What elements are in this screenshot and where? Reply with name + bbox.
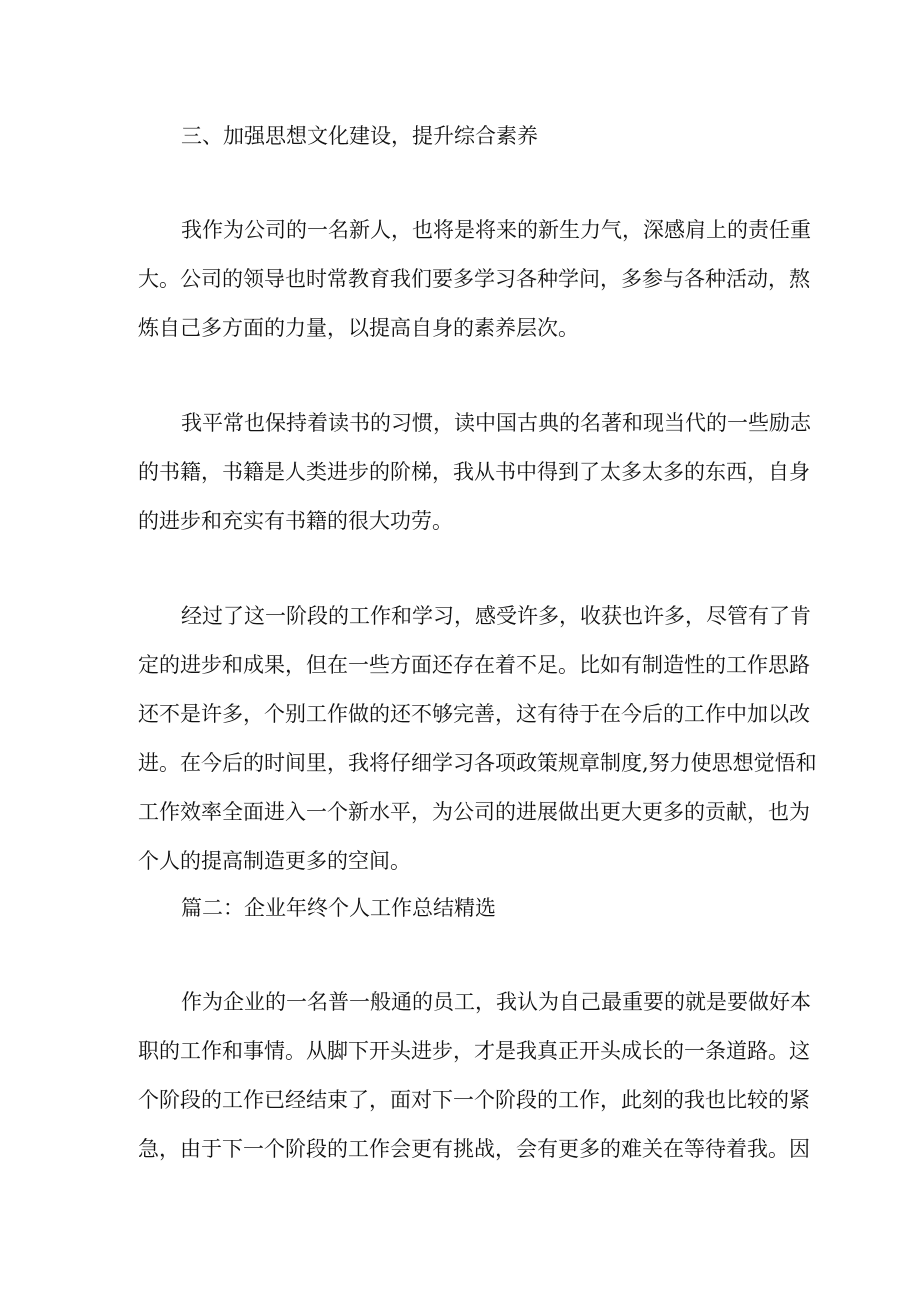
paragraph-line: 工作效率全面进入一个新水平，为公司的进展做出更大更多的贡献，也为 bbox=[138, 800, 810, 824]
paragraph-line: 大。公司的领导也时常教育我们要多学习各种学问，多参与各种活动，熬 bbox=[138, 267, 810, 291]
paragraph-line: 还不是许多，个别工作做的还不够完善，这有待于在今后的工作中加以改 bbox=[138, 702, 810, 726]
paragraph-line: 的进步和充实有书籍的很大功劳。 bbox=[138, 509, 453, 533]
paragraph-line: 进。在今后的时间里，我将仔细学习各项政策规章制度,努力使思想觉悟和 bbox=[138, 751, 817, 775]
paragraph-line: 经过了这一阶段的工作和学习，感受许多，收获也许多，尽管有了肯 bbox=[181, 604, 811, 628]
part-heading: 篇二：企业年终个人工作总结精选 bbox=[181, 896, 496, 920]
paragraph-line: 职的工作和事情。从脚下开头进步，才是我真正开头成长的一条道路。这 bbox=[138, 1039, 810, 1063]
paragraph-line: 我作为公司的一名新人，也将是将来的新生力气，深感肩上的责任重 bbox=[181, 218, 811, 242]
paragraph-line: 的书籍，书籍是人类进步的阶梯，我从书中得到了太多太多的东西，自身 bbox=[138, 460, 810, 484]
paragraph-line: 我平常也保持着读书的习惯，读中国古典的名著和现当代的一些励志 bbox=[181, 411, 811, 435]
paragraph-line: 作为企业的一名普一般通的员工，我认为自己最重要的就是要做好本 bbox=[181, 990, 811, 1014]
paragraph-line: 个阶段的工作已经结束了，面对下一个阶段的工作，此刻的我也比较的紧 bbox=[138, 1088, 810, 1112]
paragraph-line: 炼自己多方面的力量，以提高自身的素养层次。 bbox=[138, 316, 579, 340]
paragraph-line: 个人的提高制造更多的空间。 bbox=[138, 849, 411, 873]
paragraph-line: 急，由于下一个阶段的工作会更有挑战，会有更多的难关在等待着我。因 bbox=[138, 1137, 810, 1161]
paragraph-line: 定的进步和成果，但在一些方面还存在着不足。比如有制造性的工作思路 bbox=[138, 653, 810, 677]
section-heading: 三、加强思想文化建设，提升综合素养 bbox=[181, 124, 538, 148]
